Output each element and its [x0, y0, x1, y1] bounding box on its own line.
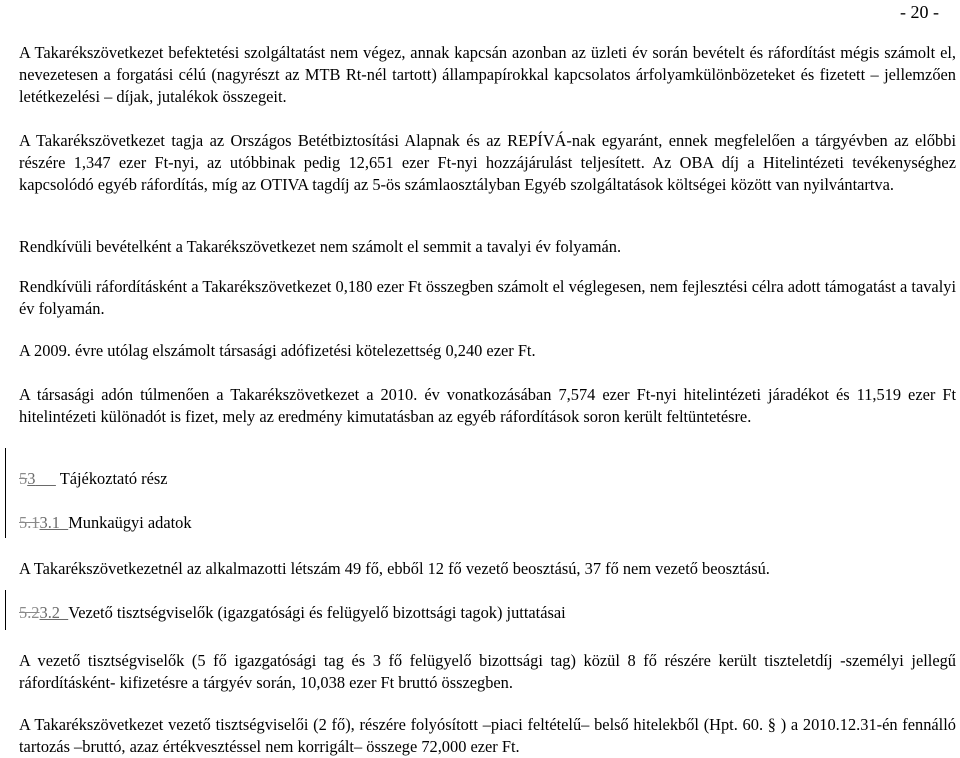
deleted-number: 5 — [19, 469, 28, 488]
page-number: - 20 - — [900, 2, 939, 22]
paragraph-internal-loans: A Takarékszövetkezet vezető tisztségviselői (2 fő), részére folyósított –piaci feltételű– belső hitelekből (Hpt. 60. § ) a 2010.12.31-én fennálló tartozás –bruttó, azaz értékvesztéssel nem korrigált– összege 72,000 ezer Ft. — [19, 715, 956, 756]
revision-change-bar — [5, 448, 6, 538]
paragraph-extraordinary-expense: Rendkívüli ráfordításként a Takarékszövetkezet 0,180 ezer Ft összegben számolt el véglegesen, nem fejlesztési célra adott támogatást a tavalyi év folyamán. — [19, 277, 956, 318]
paragraph-deposit-insurance: A Takarékszövetkezet tagja az Országos Betétbiztosítási Alapnak és az REPÍVÁ-nak egyaránt, ennek megfelelően a tárgyévben az előbbi részére 1,347 ezer Ft-nyi, az utóbbinak pedig 12,651 ezer Ft-nyi hozzájárulást teljesített. Az OBA díj a Hitelintézeti tevékenységhez kapcsolódó egyéb ráfordítás, míg az OTIVA tagdíj az 5-ös számlaosztályban Egyéb szolgáltatások költségei között van nyilvántartva. — [19, 131, 956, 194]
paragraph-extraordinary-income: Rendkívüli bevételként a Takarékszövetkezet nem számolt el semmit a tavalyi év folyamán. — [19, 237, 622, 256]
heading-information-section — [19, 468, 168, 490]
inserted-number: 3.1 — [39, 513, 60, 532]
heading-title: Munkaügyi adatok — [68, 513, 192, 532]
inserted-number: 3.2 — [39, 603, 60, 622]
heading-title: Tájékoztató rész — [59, 469, 168, 488]
heading-executive-remuneration — [19, 602, 566, 624]
paragraph-bank-levy: A társasági adón túlmenően a Takarékszövetkezet a 2010. év vonatkozásában 7,574 ezer Ft-nyi hitelintézeti járadékot és 11,519 ezer Ft hitelintézeti különadót is fizet, mely az eredmény kimutatásban az egyéb ráfordítások soron került feltüntetésre. — [19, 385, 956, 426]
paragraph-corporate-tax: A 2009. évre utólag elszámolt társasági adófizetési kötelezettség 0,240 ezer Ft. — [19, 341, 536, 360]
paragraph-investment-services: A Takarékszövetkezet befektetési szolgáltatást nem végez, annak kapcsán azonban az üzleti év során bevételt és ráfordítást mégis számolt el, nevezetesen a forgatási célú (nagyrészt az MTB Rt-nél tartott) állampapírokkal kapcsolatos árfolyamkülönbözeteket és fizetett – jellemzően letétkezelési – díjak, jutalékok összegeit. — [19, 43, 956, 106]
paragraph-executive-fees: A vezető tisztségviselők (5 fő igazgatósági tag és 3 fő felügyelő bizottsági tag) közül 8 fő részére került tiszteletdíj -személyi jellegű ráfordításként- kifizetésre a tárgyév során, 10,038 ezer Ft bruttó összegben. — [19, 651, 956, 692]
revision-change-bar — [5, 590, 6, 630]
deleted-number: 5.2 — [19, 603, 40, 622]
heading-title: Vezető tisztségviselők (igazgatósági és felügyelő bizottsági tagok) juttatásai — [68, 603, 566, 622]
deleted-number: 5.1 — [19, 513, 40, 532]
heading-employment-data — [19, 512, 192, 534]
inserted-number: 3 — [27, 469, 36, 488]
paragraph-headcount: A Takarékszövetkezetnél az alkalmazotti létszám 49 fő, ebből 12 fő vezető beosztású, 37 fő nem vezető beosztású. — [19, 559, 770, 578]
